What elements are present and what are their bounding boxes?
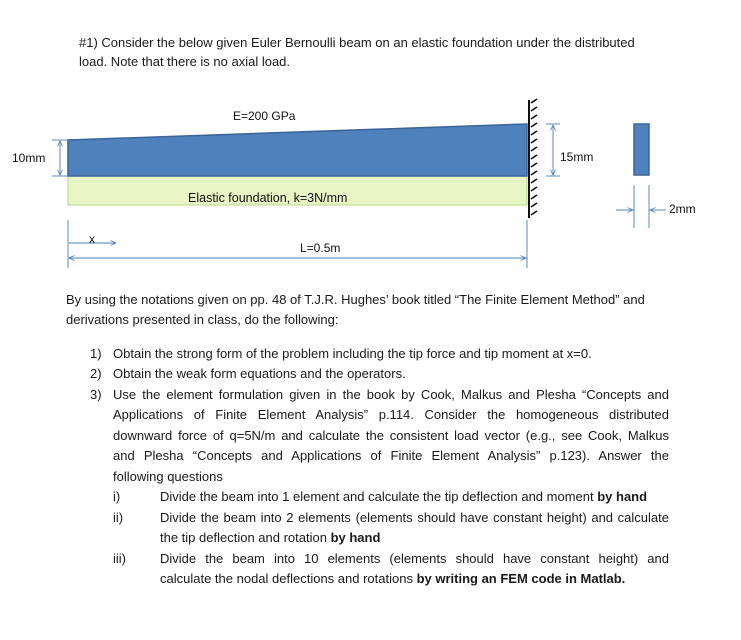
subtask-iii-emphasis: by writing an FEM code in Matlab. — [416, 571, 626, 586]
cross-section — [634, 124, 649, 175]
right-height-dimension — [546, 124, 560, 176]
subtask-i-plain: Divide the beam into 1 element and calculate the tip deflection and moment — [160, 489, 598, 504]
subtask-iii-line-2 — [160, 569, 625, 589]
left-height-label: 10mm — [12, 151, 46, 165]
subtask-ii-emphasis: by hand — [330, 530, 381, 545]
tapered-beam — [68, 124, 527, 176]
task-3-line-5: following questions — [113, 469, 223, 484]
task-1-text: Obtain the strong form of the problem including the tip force and tip moment at x=0. — [113, 346, 592, 361]
right-height-label: 15mm — [560, 150, 594, 164]
subtask-i-number: i) — [113, 489, 121, 504]
task-1-number: 1) — [90, 346, 102, 361]
notations-line-2: derivations presented in class, do the following: — [66, 312, 339, 327]
length-label: L=0.5m — [300, 241, 341, 255]
task-2-number: 2) — [90, 366, 102, 381]
notations-line-1: By using the notations given on pp. 48 of T.J.R. Hughes’ book titled “The Finite Element Method” and — [66, 292, 645, 307]
length-dimension — [68, 220, 527, 268]
subtask-iii-plain: calculate the nodal deflections and rotations — [160, 571, 417, 586]
subtask-ii-plain: the tip deflection and rotation — [160, 530, 331, 545]
task-2-text: Obtain the weak form equations and the operators. — [113, 366, 406, 381]
subtask-ii-line-1: Divide the beam into 2 elements (elements should have constant height) and calculate — [160, 510, 669, 525]
task-3-line-4: and Plesha “Concepts and Applications of Finite Element Analysis” p.123). Answer the — [113, 448, 669, 463]
task-3-line-3: downward force of q=5N/m and calculate the consistent load vector (e.g., see Cook, Malkus — [113, 428, 669, 443]
task-3-line-1: Use the element formulation given in the book by Cook, Malkus and Plesha “Concepts and — [113, 387, 669, 402]
task-3-line-2: Applications of Finite Element Analysis” p.114. Consider the homogeneous distributed — [113, 407, 669, 422]
subtask-i-text — [160, 487, 647, 507]
subtask-ii-line-2 — [160, 528, 380, 548]
fixed-support — [529, 99, 537, 218]
task-3-number: 3) — [90, 387, 102, 402]
foundation-label: Elastic foundation, k=3N/mm — [188, 191, 348, 205]
width-dimension — [616, 185, 666, 228]
subtask-i-emphasis: by hand — [597, 489, 648, 504]
x-axis-label: x — [89, 232, 95, 246]
beam-figure — [0, 0, 741, 285]
subtask-ii-number: ii) — [113, 510, 124, 525]
intro-line-1: #1) Consider the below given Euler Bernoulli beam on an elastic foundation under the distributed — [79, 35, 635, 50]
left-height-dimension — [52, 140, 68, 176]
intro-line-2: load. Note that there is no axial load. — [79, 54, 291, 69]
subtask-iii-number: iii) — [113, 551, 126, 566]
subtask-iii-line-1: Divide the beam into 10 elements (elements should have constant height) and — [160, 551, 669, 566]
width-label: 2mm — [669, 202, 696, 216]
modulus-label: E=200 GPa — [233, 109, 296, 123]
